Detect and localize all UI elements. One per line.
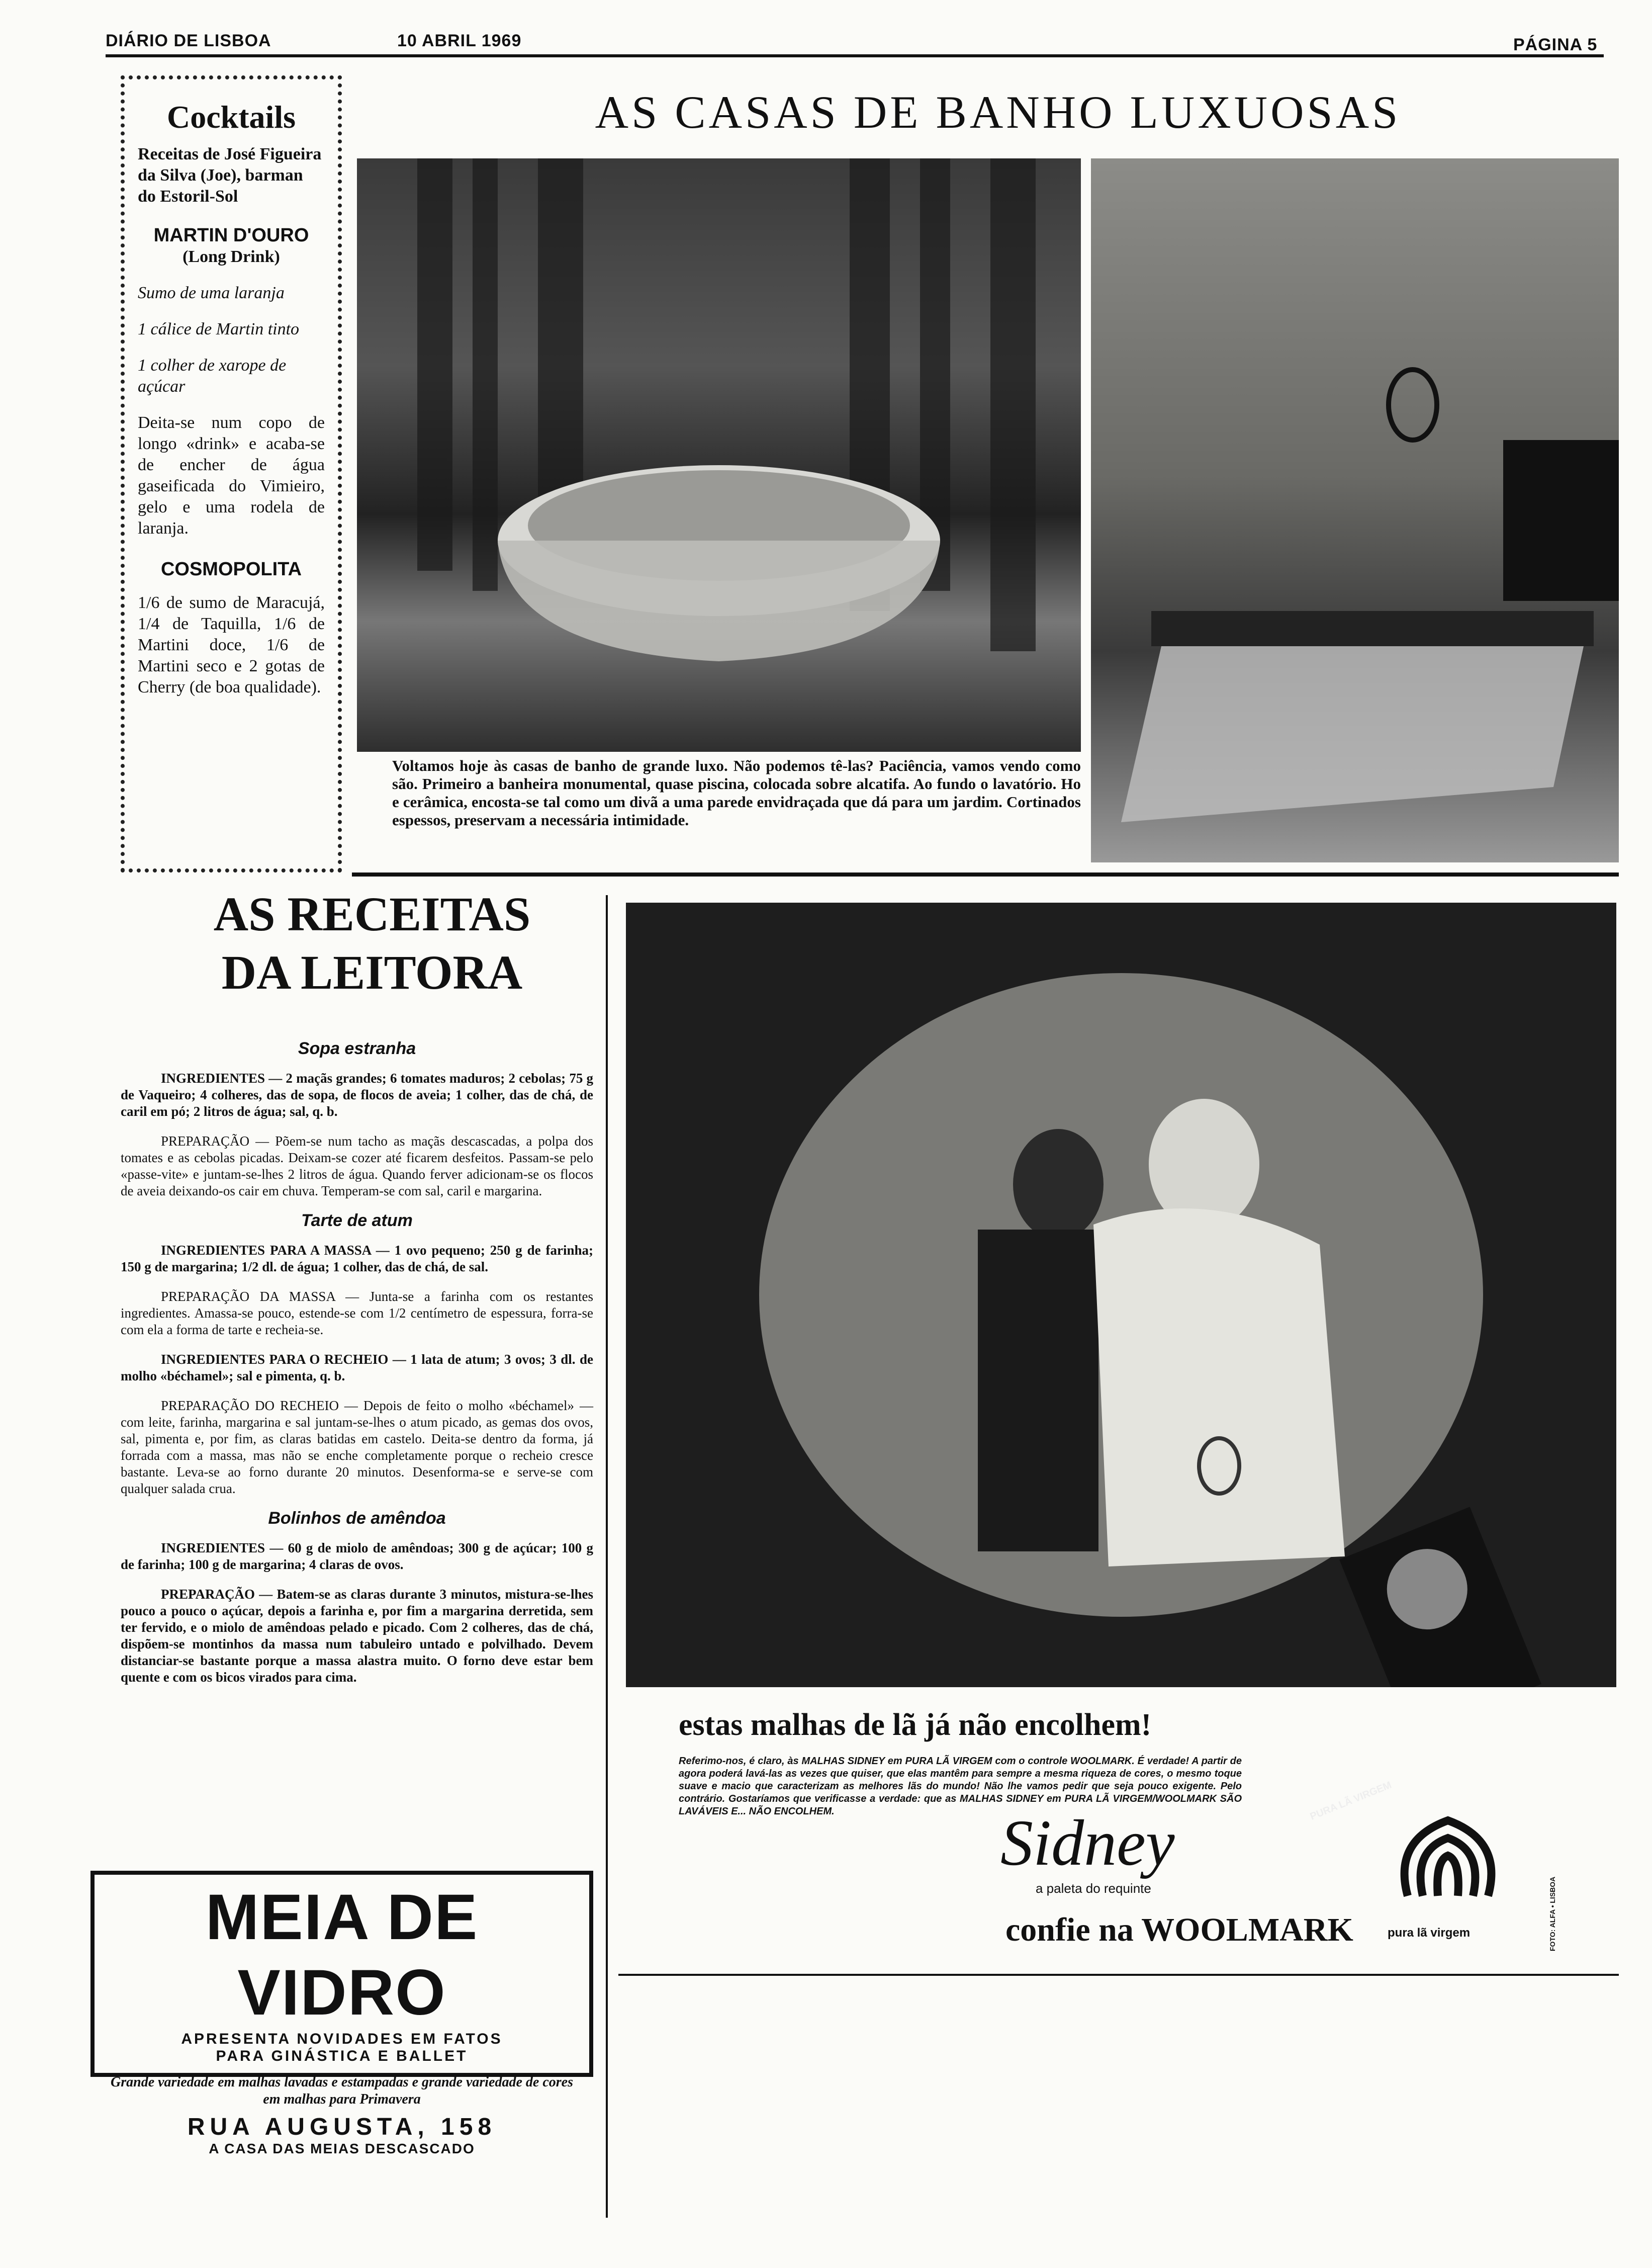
recipe2-prep-recheio: PREPARAÇÃO DO RECHEIO — Depois de feito o molho «béchamel» — com leite, farinha, margarina e sal juntam-se-lhes o atum picado, as gemas dos ovos, sal, pimenta e, por fim, as claras batidas em castelo. Deita-se dentro da forma, já forrada com a massa, mas não se enche completamente porque o recheio cresce bastante. Leva-se ao forno durante 20 minutos. Desenforma-se e serve-se com qualquer salada crua. <box>121 1398 593 1496</box>
column-divider <box>606 895 608 2218</box>
recipe2-prep-massa: PREPARAÇÃO DA MASSA — Junta-se a farinha com os restantes ingredientes. Amassa-se pouco, estende-se com 1/2 centímetro de espessura, forra-se com ela a forma de tarte e recheia-se. <box>121 1289 593 1337</box>
drink1-ingredient: 1 cálice de Martin tinto <box>138 320 300 338</box>
sidney-slogan: estas malhas de lã já não encolhem! <box>679 1708 1152 1742</box>
woolmark-label: pura lã virgem <box>1388 1926 1471 1940</box>
recipe3-prep: PREPARAÇÃO — Batem-se as claras durante 3 minutos, mistura-se-lhes pouco a pouco o açúcar, depois a farinha e, por fim a margarina derretida, sem ter fervido, e o miolo de amêndoas pelado e picado. Com 2 colheres, das de chá, dispõem-se montinhos da massa num tabuleiro untado e polvilhado. Devem distanciar-se bastante porque a massa alastra muito. O forno deve estar bem quente e com os bicos virados para cima. <box>121 1587 593 1685</box>
drink2-name: COSMOPOLITA <box>160 559 302 580</box>
cocktails-intro: Receitas de José Figueira da Silva (Joe), barman do Estoril-Sol <box>138 145 322 206</box>
drink2-method: 1/6 de sumo de Maracujá, 1/4 de Taquilla, 1/6 de Martini doce, 1/6 de Martini seco e 2 gotas de Cherry (de boa qualidade). <box>138 593 325 696</box>
meia-line1: APRESENTA NOVIDADES EM FATOS <box>181 2031 503 2047</box>
page-number: PÁGINA 5 <box>1513 35 1598 54</box>
bathtub-illustration <box>357 158 1081 752</box>
recipes-title-line1: AS RECEITAS <box>213 887 531 941</box>
drink1-ingredient: Sumo de uma laranja <box>138 284 285 302</box>
recipe2-ingredients-massa: INGREDIENTES PARA A MASSA — 1 ovo pequeno; 250 g de farinha; 150 g de margarina; 1/2 dl. de água; 1 colher, das de chá, de sal. <box>121 1243 593 1274</box>
feature-bottom-rule <box>352 873 1619 877</box>
meia-tagline: A CASA DAS MEIAS DESCASCADO <box>209 2141 475 2156</box>
recipe2-name: Tarte de atum <box>301 1211 413 1230</box>
vanity-illustration <box>1091 158 1619 862</box>
meia-line3: Grande variedade em malhas lavadas e estampadas e grande variedade de cores em malhas para Primavera <box>111 2074 573 2107</box>
header-rule <box>106 54 1604 57</box>
recipes-body <box>121 1028 593 1699</box>
recipe3-ingredients: INGREDIENTES — 60 g de miolo de amêndoas; 300 g de açúcar; 100 g de farinha; 100 g de margarina; 4 claras de ovos. <box>121 1540 593 1572</box>
sidney-tagline: a paleta do requinte <box>1036 1881 1151 1896</box>
recipe1-ingredients: INGREDIENTES — 2 maçãs grandes; 6 tomates maduros; 2 cebolas; 75 g de Vaqueiro; 4 colheres, das de sopa, de flocos de aveia; 1 colher, das de chá, de caril em pó; 2 litros de água; sal, q. b. <box>121 1071 593 1119</box>
vanity-photo <box>1091 158 1619 862</box>
sidney-ad-photo-frame <box>626 903 1616 1687</box>
recipe1-prep: PREPARAÇÃO — Põem-se num tacho as maçãs descascadas, a polpa dos tomates e as cebolas picadas. Deixam-se cozer até ficarem desfeitos. Passam-se pelo «passe-vite» e juntam-se-lhes 2 litros de água. Quando ferver adicionam-se os flocos de aveia deixando-os cair em chuva. Temperam-se com sal, caril e margarina. <box>121 1133 593 1198</box>
feature-title: AS CASAS DE BANHO LUXUOSAS <box>595 86 1401 138</box>
drink1-ingredient: 1 colher de xarope de açúcar <box>138 356 287 396</box>
drink1-name: MARTIN D'OURO <box>153 225 309 246</box>
recipe3-name: Bolinhos de amêndoa <box>268 1509 446 1528</box>
recipes-title <box>121 885 623 1002</box>
issue-date: 10 ABRIL 1969 <box>397 31 522 50</box>
cocktails-box <box>121 75 342 873</box>
sidney-logo: Sidney <box>1000 1807 1175 1879</box>
sidney-ad-illustration <box>626 903 1616 1687</box>
newspaper-name: DIÁRIO DE LISBOA <box>106 31 271 50</box>
woolmark-logo-icon <box>1388 1800 1508 1911</box>
feature-caption: Voltamos hoje às casas de banho de grande luxo. Não podemos tê-las? Paciência, vamos vendo como são. Primeiro a banheira monumental, quase piscina, colocada sobre alcatifa. Ao fundo o lavatório. Ho e cerâmica, encosta-se tal como um divã a uma parede envidraçada que dá para um jardim. Cortinados espessos, preservam a necessária intimidade. <box>392 757 1081 829</box>
tag-card-label: PURA LÃ VIRGEM <box>1308 1779 1394 1822</box>
meia-address: RUA AUGUSTA, 158 <box>187 2114 497 2140</box>
ad-bottom-rule <box>618 1974 1619 1976</box>
drink1-type: (Long Drink) <box>182 247 280 266</box>
sidney-body: Referimo-nos, é claro, às MALHAS SIDNEY em PURA LÃ VIRGEM com o controle WOOLMARK. É verdade! A partir de agora poderá lavá-las as vezes que quiser, que elas mantêm para sempre a mesma riqueza de cores, o mesmo toque suave e macio que caracterizam as melhores lãs do mundo! Não lhe vamos pedir que seja pouco exigente. Pelo contrário. Gostaríamos que verificasse a verdade: que as MALHAS SIDNEY em PURA LÃ VIRGEM/WOOLMARK SÃO LAVÁVEIS E... NÃO ENCOLHEM. <box>679 1756 1242 1817</box>
meia-line2: PARA GINÁSTICA E BALLET <box>216 2048 468 2064</box>
recipe2-ingredients-recheio: INGREDIENTES PARA O RECHEIO — 1 lata de atum; 3 ovos; 3 dl. de molho «béchamel»; sal e pimenta, q. b. <box>121 1352 593 1383</box>
recipe1-name: Sopa estranha <box>298 1039 416 1058</box>
ad-credit: FOTO: ALFA • LISBOA <box>1548 1876 1556 1951</box>
meia-title: MEIA DE VIDRO <box>205 1881 479 2029</box>
bathtub-photo <box>357 158 1081 752</box>
recipes-title-line2: DA LEITORA <box>221 945 523 999</box>
drink1-method: Deita-se num copo de longo «drink» e acaba-se de encher de água gaseificada do Vimieiro, gelo e uma rodela de laranja. <box>138 413 325 538</box>
woolmark-slogan: confie na WOOLMARK <box>1005 1911 1353 1948</box>
cocktails-title: Cocktails <box>167 99 296 135</box>
meia-de-vidro-ad <box>90 1871 593 2156</box>
